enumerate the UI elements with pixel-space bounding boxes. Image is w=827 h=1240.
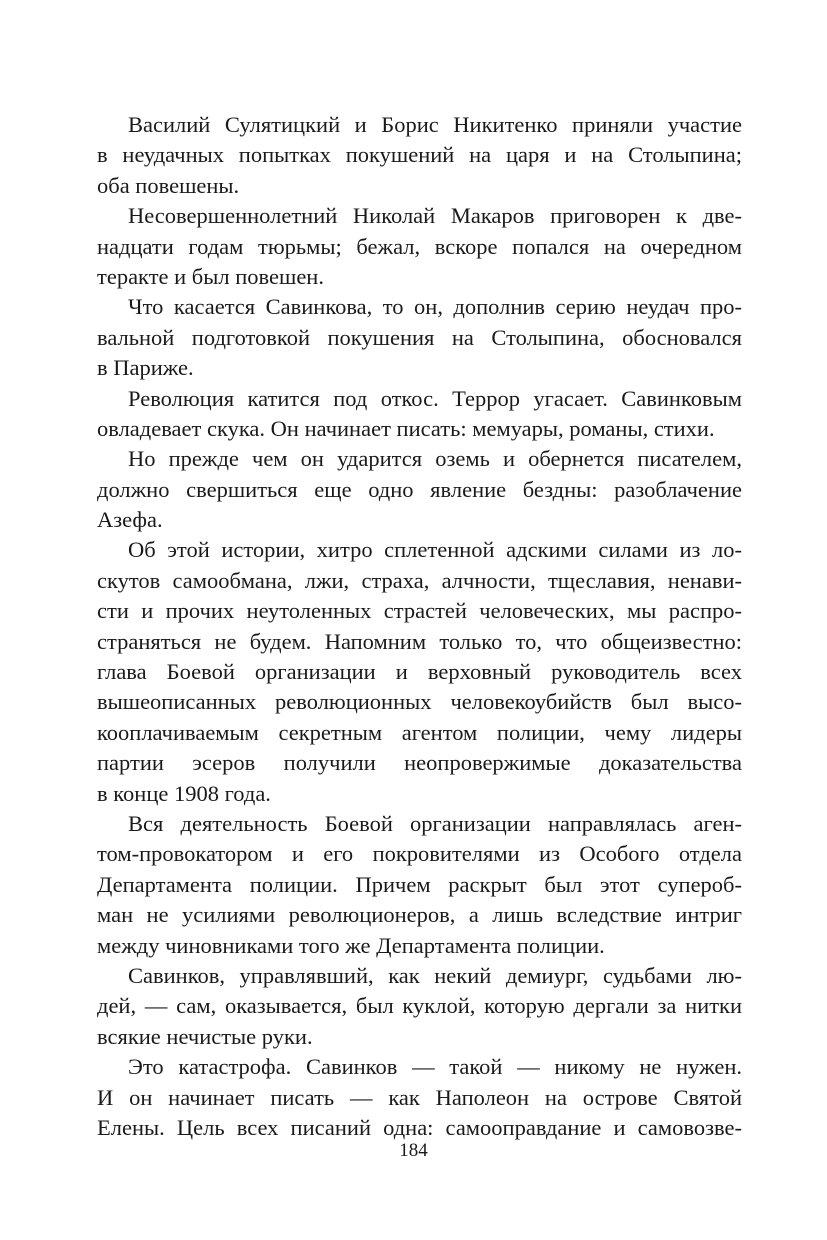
text-line: в неудачных попытках покушений на царя и на Столыпина; [97,142,742,168]
text-line: всякие нечистые руки. [97,1023,313,1049]
text-line: страняться не будем. Напомним только то, что общеизвестно: [97,628,742,654]
text-line: Несовершеннолетний Николай Макаров приговорен к две- [128,203,742,229]
text-line: глава Боевой организации и верховный руководитель всех [97,659,742,685]
text-line: в конце 1908 года. [97,780,271,806]
text-line: ман не усилиями революционеров, а лишь вследствие интриг [97,902,742,928]
text-line: Савинков, управлявший, как некий демиург, судьбами лю- [128,962,742,988]
text-line: Елены. Цель всех писаний одна: самооправдание и самовозве- [97,1114,742,1140]
text-line: должно свершиться еще одно явление бездны: разоблачение [97,476,742,502]
text-line: Азефа. [97,507,163,533]
text-line: Это катастрофа. Савинков — такой — никому не нужен. [128,1054,742,1080]
text-line: Что касается Савинкова, то он, дополнив серию неудач про- [128,294,742,320]
text-line: скутов самообмана, лжи, страха, алчности, тщеславия, ненави- [97,567,742,593]
text-line: овладевает скука. Он начинает писать: мемуары, романы, стихи. [97,415,715,441]
text-line: Вся деятельность Боевой организации направлялась аген- [128,810,742,836]
text-line: Департамента полиции. Причем раскрыт был этот супероб- [97,871,742,897]
text-line: оба повешены. [97,172,240,198]
text-line: вышеописанных революционных человекоубийств был высо- [97,689,742,715]
text-line: кооплачиваемым секретным агентом полиции, чему лидеры [97,719,742,745]
body-text [97,110,742,1143]
text-line: в Париже. [97,355,194,381]
text-line: теракте и был повешен. [97,263,324,289]
text-line: партии эсеров получили неопровержимые доказательства [97,750,742,776]
text-line: между чиновниками того же Департамента полиции. [97,932,605,958]
text-line: Но прежде чем он ударится оземь и обернется писателем, [128,446,742,472]
text-line: Василий Сулятицкий и Борис Никитенко приняли участие [128,112,742,137]
text-line: вальной подготовкой покушения на Столыпина, обосновался [97,324,742,350]
text-line: дей, — сам, оказывается, был куклой, которую дергали за нитки [97,993,742,1019]
page-number: 184 [399,1140,428,1161]
text-line: И он начинает писать — как Наполеон на острове Святой [97,1084,742,1110]
text-line: сти и прочих неутоленных страстей человеческих, мы распро- [97,598,742,624]
text-line: Об этой истории, хитро сплетенной адскими силами из ло- [128,537,742,563]
text-line: том-провокатором и его покровителями из Особого отдела [97,841,742,867]
text-line: надцати годам тюрьмы; бежал, вскоре попался на очередном [97,233,742,259]
text-line: Революция катится под откос. Террор угасает. Савинковым [128,385,742,411]
